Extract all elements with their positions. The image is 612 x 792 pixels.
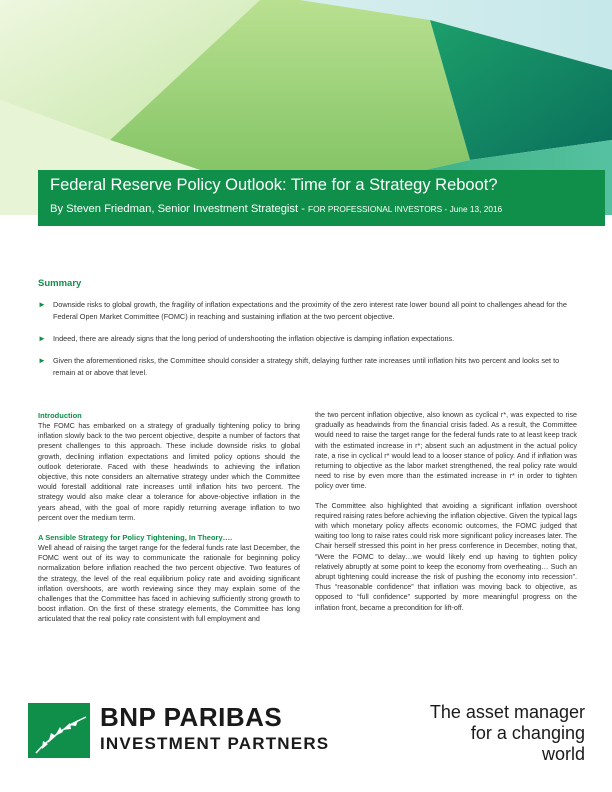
bullet-arrow-icon: ► (38, 300, 46, 309)
section-paragraph: Well ahead of raising the target range for the federal funds rate last December, the FOMC went out of its way to communicate the rationale for beginning policy normalization before inflation reached the two percent objective. Two features of the strategy, the level of the real equilibrium policy rate and avoiding significant inflation overshoots, are worth reviewing since they may explain some of the challenges that the Committee has faced in achieving sufficiently strong growth to boost inflation. On the first of these strategy elements, the Committee has long articulated that the real policy rate consistent with full employment and (38, 544, 300, 624)
summary-bullet-text: Indeed, there are already signs that the long period of undershooting the inflation objective is damping inflation expectations. (53, 334, 455, 343)
title-band (38, 170, 605, 226)
summary-bullet-text: Downside risks to global growth, the fragility of inflation expectations and the proximity of the zero interest rate lower bound all point to challenges ahead for the Federal Open Market Committee (FOMC) in reaching and sustaining inflation at the two percent objective. (53, 300, 567, 321)
body-paragraph: The Committee also highlighted that avoiding a significant inflation overshoot required raising rates before achieving the inflation objective. Given the typical lags with which monetary policy affects economic outcomes, the FOMC judged that waiting too long to raise rates could risk more significant policy increases later. The Chair herself stressed this point in her press conference in December, noting that, “Were the FOMC to delay…we would likely end up having to tighten policy relatively abruptly at some point to keep the economy from overheating… Such an abrupt tightening could increase the risk of pushing the economy into recession”. Thus “reasonable confidence” that inflation was moving back to objective, as opposed to “full confidence” supported by more meaningful progress on the inflation front, became a precondition for lift-off. (315, 501, 577, 612)
body-column-right (315, 410, 577, 622)
body-paragraph: the two percent inflation objective, also known as cyclical r*, was expected to rise gradually as headwinds from the financial crisis faded. As a result, the Committee would need to raise the target range for the federal funds rate to at least keep track with the estimated increase in r*; absent such an adjustment in the actual policy rate, a rise in cyclical r* would lead to a looser stance of policy. And if inflation was returning to objective as the labor market strengthened, the real policy rate would need to rise by even more than the estimated increase in r* in order to tighten policy over time. (315, 411, 577, 491)
summary-bullet-text: Given the aforementioned risks, the Committee should consider a strategy shift, delaying further rate increases until inflation hits two percent and looks set to remain at or above that level. (53, 356, 560, 377)
stars-logo-icon (28, 703, 90, 758)
introduction-heading: Introduction (38, 411, 82, 420)
tagline-line: The asset manager (429, 702, 585, 722)
tagline-line: world (541, 744, 585, 764)
brand-subtitle: INVESTMENT PARTNERS (100, 734, 330, 753)
bnp-paribas-logo (28, 703, 90, 758)
footer (0, 685, 612, 792)
byline-author: By Steven Friedman, Senior Investment Strategist - (50, 203, 309, 215)
tagline (395, 702, 585, 765)
introduction-paragraph: The FOMC has embarked on a strategy of gradually tightening policy to bring inflation slowly back to the two percent objective, despite a number of factors that present challenges to this approach. These include downside risks to global growth, declining inflation expectations and limited policy options should the outlook deteriorate. Faced with these headwinds to achieving the inflation objective, this note considers an alternative strategy under which the Committee would forestall additional rate increases until inflation hits two percent. The strategy would also make clear a tolerance for above-objective inflation in the years ahead, with the goal of more rapidly returning average inflation to two percent over the medium term. (38, 422, 300, 522)
byline-audience-date: FOR PROFESSIONAL INVESTORS - June 13, 2016 (308, 204, 503, 214)
brand-name: BNP PARIBAS (100, 702, 283, 732)
summary-heading: Summary (38, 278, 82, 289)
section-heading: A Sensible Strategy for Policy Tightening, In Theory…. (38, 533, 233, 543)
byline (50, 203, 502, 215)
body-column-left (38, 410, 300, 634)
bullet-arrow-icon: ► (38, 356, 46, 365)
bullet-arrow-icon: ► (38, 334, 46, 343)
document-title: Federal Reserve Policy Outlook: Time for a Strategy Reboot? (50, 176, 498, 194)
tagline-line: for a changing (470, 723, 585, 743)
